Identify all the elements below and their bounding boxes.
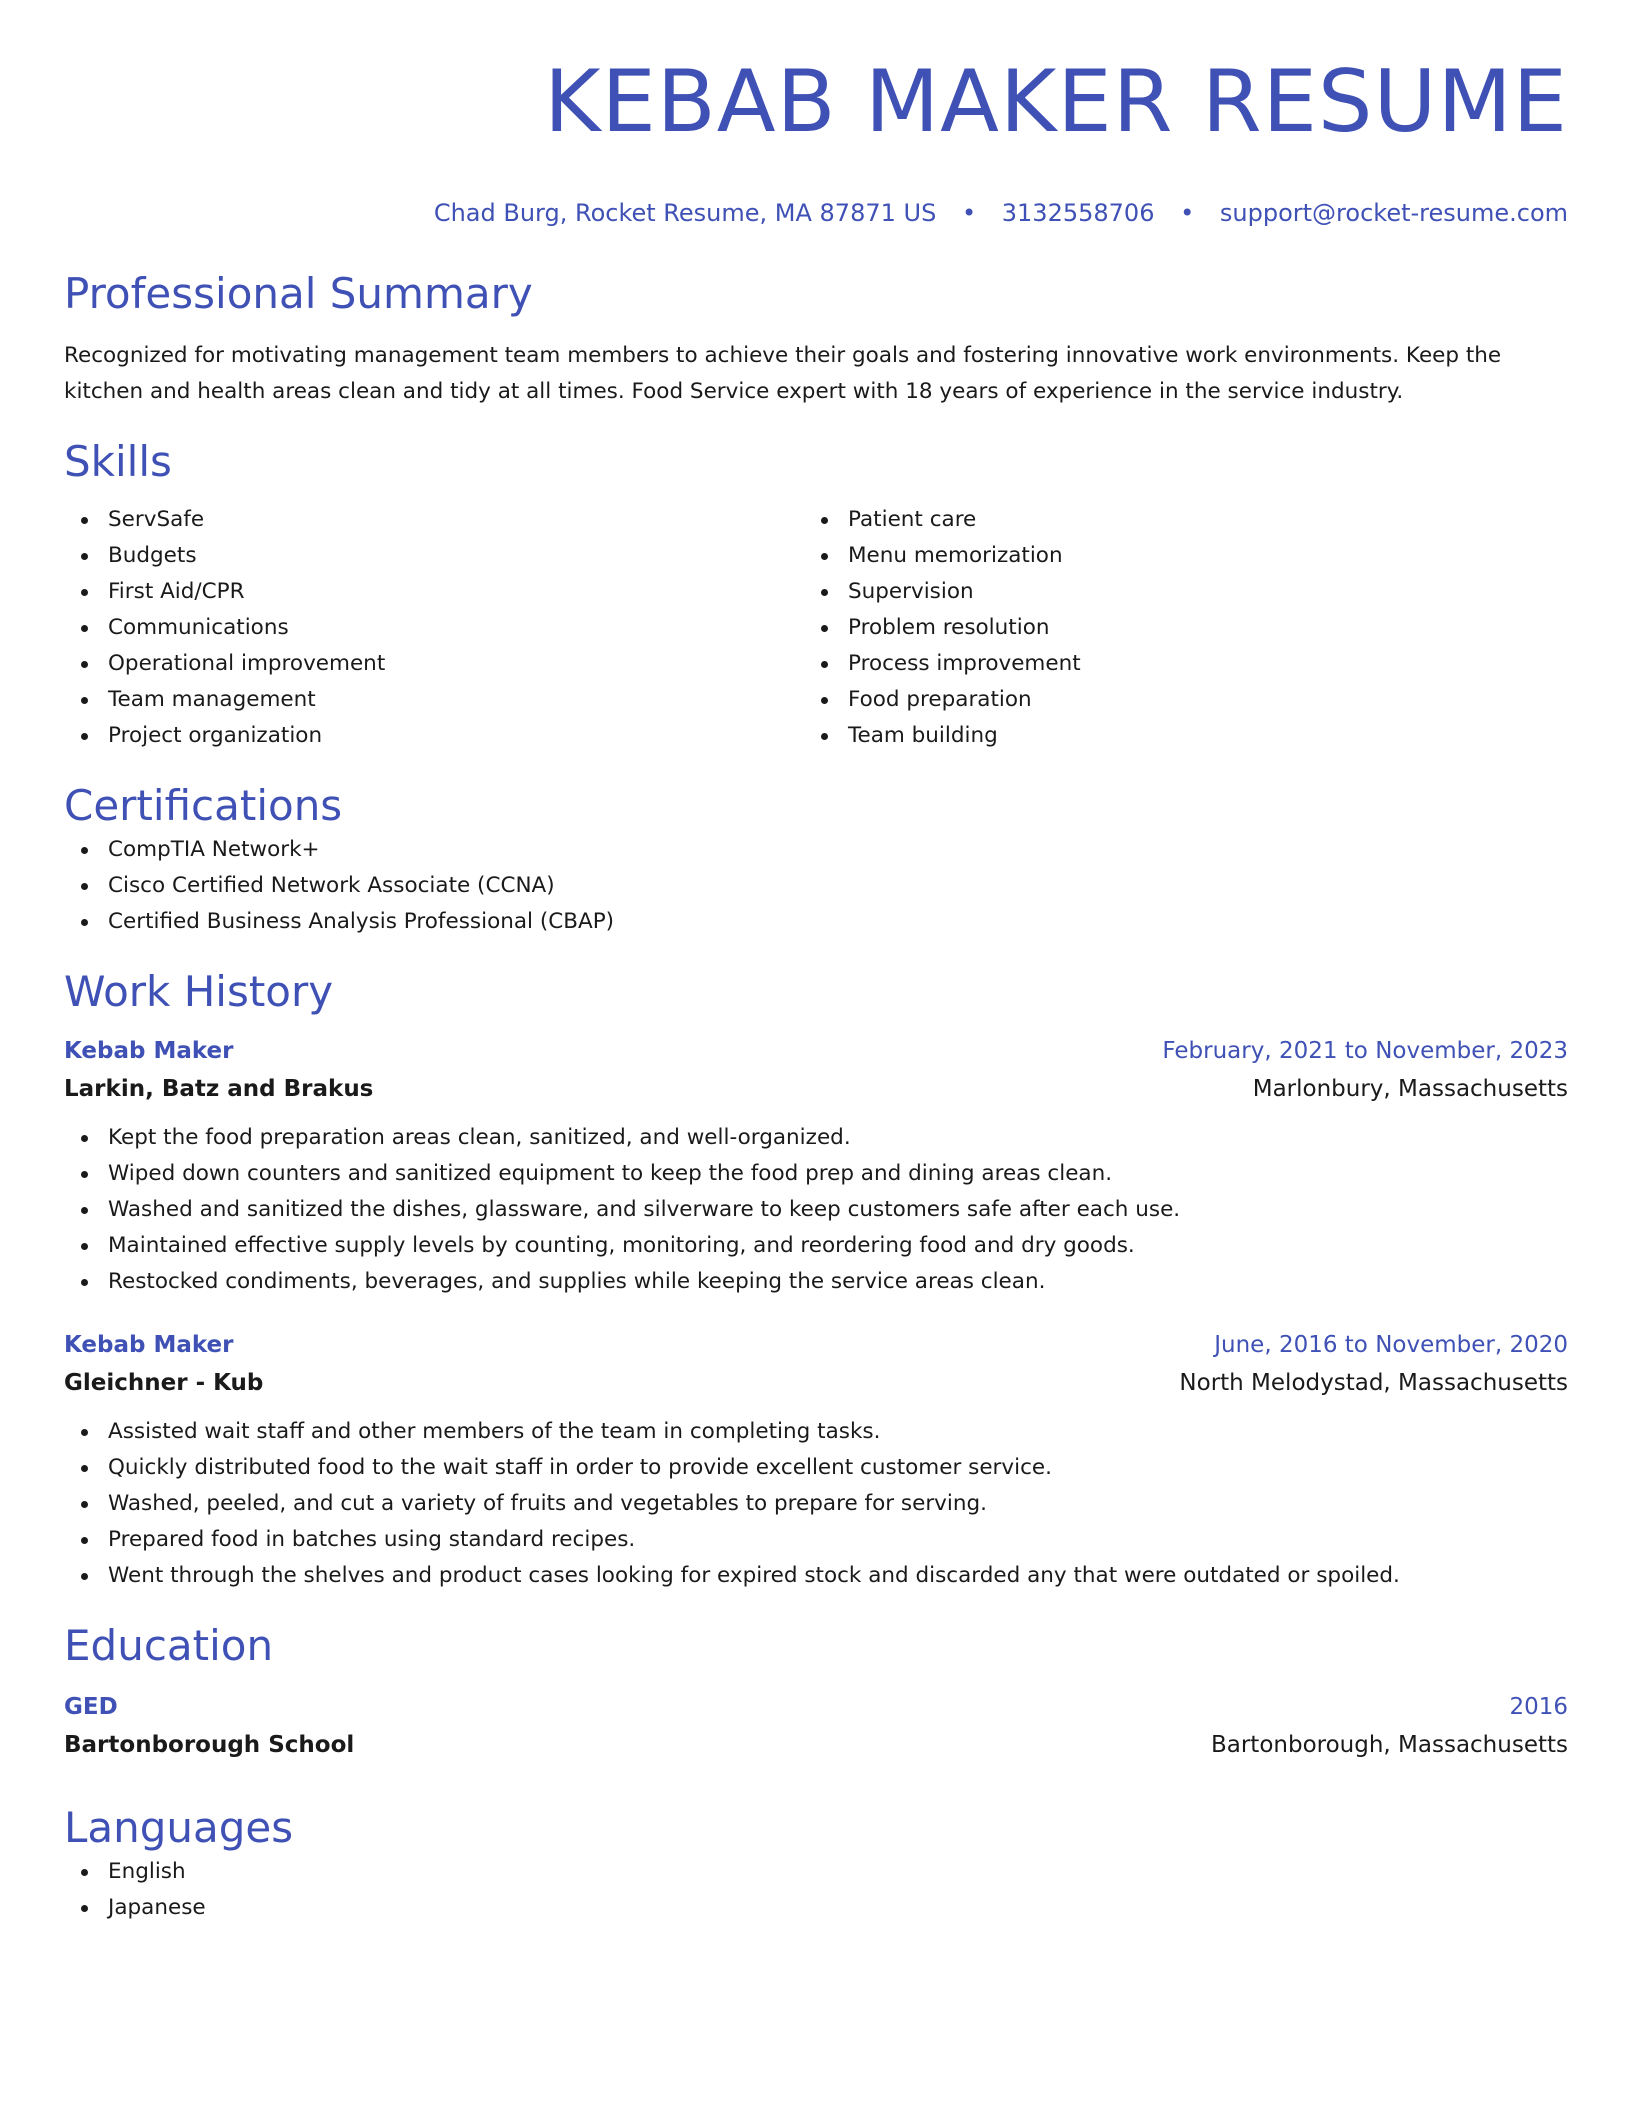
job-duty: Quickly distributed food to the wait staff in order to provide excellent customer service. [64, 1450, 1568, 1486]
languages-list [64, 1854, 1568, 1926]
certification-item: Cisco Certified Network Associate (CCNA) [64, 868, 1568, 904]
certification-item: Certified Business Analysis Professional (CBAP) [64, 904, 1568, 940]
skill-item: Operational improvement [64, 646, 804, 682]
contact-line [64, 198, 1568, 228]
job-location: North Melodystad, Massachusetts [1179, 1370, 1568, 1396]
education-year: 2016 [1509, 1694, 1568, 1720]
skill-item: First Aid/CPR [64, 574, 804, 610]
job-dates: June, 2016 to November, 2020 [1214, 1332, 1568, 1358]
job-duty: Assisted wait staff and other members of the team in completing tasks. [64, 1414, 1568, 1450]
job-duty: Wiped down counters and sanitized equipment to keep the food prep and dining areas clean. [64, 1156, 1568, 1192]
skill-item: ServSafe [64, 502, 804, 538]
skill-item: Communications [64, 610, 804, 646]
skill-item: Process improvement [804, 646, 1544, 682]
education-degree: GED [64, 1694, 118, 1720]
job-duty: Kept the food preparation areas clean, sanitized, and well-organized. [64, 1120, 1568, 1156]
skills-column-left [64, 502, 804, 754]
contact-email: support@rocket-resume.com [1219, 199, 1568, 227]
skill-item: Menu memorization [804, 538, 1544, 574]
job-title: Kebab Maker [64, 1332, 234, 1358]
summary-heading: Professional Summary [64, 269, 533, 318]
job-title: Kebab Maker [64, 1038, 234, 1064]
job-duty: Washed, peeled, and cut a variety of fruits and vegetables to prepare for serving. [64, 1486, 1568, 1522]
skills-list [64, 502, 1568, 754]
job-duty: Restocked condiments, beverages, and supplies while keeping the service areas clean. [64, 1264, 1568, 1300]
skills-heading: Skills [64, 437, 172, 486]
certifications-heading: Certifications [64, 781, 343, 830]
contact-phone: 3132558706 [1001, 199, 1155, 227]
education-school: Bartonborough School [64, 1732, 355, 1758]
certifications-list [64, 832, 1568, 940]
skill-item: Team management [64, 682, 804, 718]
job-duty: Prepared food in batches using standard recipes. [64, 1522, 1568, 1558]
education-entry [64, 1688, 1568, 1764]
certification-item: CompTIA Network+ [64, 832, 1568, 868]
resume-title: KEBAB MAKER RESUME [544, 52, 1568, 152]
languages-heading: Languages [64, 1803, 294, 1852]
job-location: Marlonbury, Massachusetts [1252, 1076, 1568, 1102]
language-item: English [64, 1854, 1568, 1890]
skill-item: Supervision [804, 574, 1544, 610]
education-location: Bartonborough, Massachusetts [1210, 1732, 1568, 1758]
contact-separator: • [1180, 199, 1195, 227]
job-duty: Went through the shelves and product cases looking for expired stock and discarded any that were outdated or spoiled. [64, 1558, 1568, 1594]
skill-item: Team building [804, 718, 1544, 754]
job-duty: Washed and sanitized the dishes, glassware, and silverware to keep customers safe after each use. [64, 1192, 1568, 1228]
job-company: Gleichner - Kub [64, 1370, 264, 1396]
summary-text: Recognized for motivating management team members to achieve their goals and fostering innovative work environments. Keep the kitchen and health areas clean and tidy at all times. Food Service expert with 18 years of experience in the service industry. [64, 343, 1502, 404]
contact-separator: • [961, 199, 977, 227]
job-duty: Maintained effective supply levels by counting, monitoring, and reordering food and dry goods. [64, 1228, 1568, 1264]
skill-item: Patient care [804, 502, 1544, 538]
skill-item: Budgets [64, 538, 804, 574]
job-company: Larkin, Batz and Brakus [64, 1076, 374, 1102]
job-entry [64, 1032, 1568, 1300]
skill-item: Project organization [64, 718, 804, 754]
skill-item: Food preparation [804, 682, 1544, 718]
education-heading: Education [64, 1621, 274, 1670]
work-history-heading: Work History [64, 967, 334, 1016]
job-duties-list [64, 1414, 1568, 1594]
skill-item: Problem resolution [804, 610, 1544, 646]
language-item: Japanese [64, 1890, 1568, 1926]
skills-column-right [804, 502, 1544, 754]
job-dates: February, 2021 to November, 2023 [1162, 1038, 1568, 1064]
job-duties-list [64, 1120, 1568, 1300]
job-entry [64, 1326, 1568, 1594]
contact-address: Chad Burg, Rocket Resume, MA 87871 US [433, 199, 937, 227]
